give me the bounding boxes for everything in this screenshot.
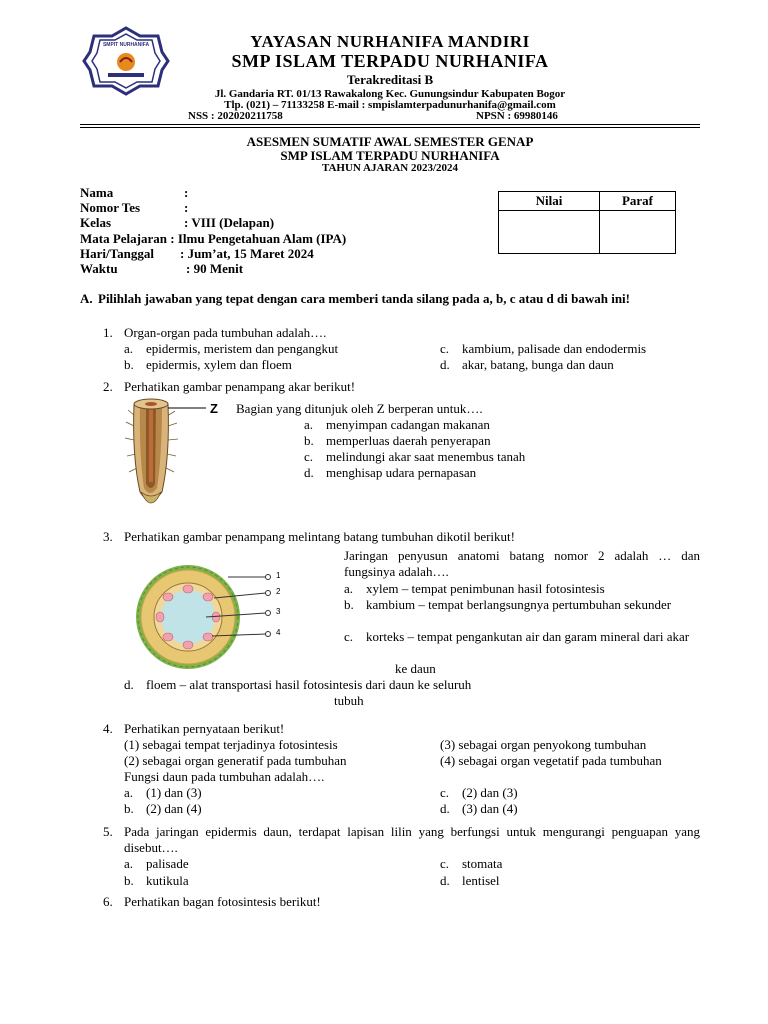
header-divider <box>80 124 700 125</box>
exam-title: ASESMEN SUMATIF AWAL SEMESTER GENAP <box>246 134 534 149</box>
option-letter: d. <box>440 357 450 372</box>
option-letter: d. <box>440 873 450 888</box>
identity-row <box>80 215 480 230</box>
diagram-label: 1 <box>276 571 281 580</box>
question-text: Perhatikan pernyataan berikut! <box>124 721 285 736</box>
diagram-label: 3 <box>276 607 281 616</box>
option-letter: c. <box>440 341 450 356</box>
option-letter: a. <box>344 581 354 596</box>
stem-cross-section-diagram <box>128 564 298 670</box>
option-letter: d. <box>124 677 134 692</box>
grade-header: Nilai <box>499 192 600 211</box>
option-text[interactable]: korteks – tempat pengankutan air dan garam mineral dari akar <box>366 629 690 644</box>
identity-row <box>80 200 480 215</box>
identity-value: : <box>184 200 189 216</box>
diagram-label: 4 <box>276 628 281 637</box>
foundation-name: YAYASAN NURHANIFA MANDIRI <box>250 32 530 51</box>
statement: (4) sebagai organ vegetatif pada tumbuhan <box>440 753 662 768</box>
accreditation: Terakreditasi B <box>346 72 434 87</box>
question-stem: Fungsi daun pada tumbuhan adalah…. <box>124 769 325 784</box>
question-text: Perhatikan gambar penampang akar berikut! <box>124 379 356 394</box>
statement: (2) sebagai organ generatif pada tumbuhan <box>124 753 347 768</box>
exam-year: TAHUN AJARAN 2023/2024 <box>321 162 459 174</box>
question-number: 4. <box>103 721 113 736</box>
statement: (3) sebagai organ penyokong tumbuhan <box>440 737 647 752</box>
identity-value: : 90 Menit <box>186 261 244 277</box>
option-letter: c. <box>344 629 354 644</box>
identity-label: Kelas <box>80 215 112 231</box>
option-text[interactable]: (3) dan (4) <box>462 801 518 816</box>
identity-label: Nomor Tes <box>80 200 141 216</box>
identity-value: : Jum’at, 15 Maret 2024 <box>180 245 314 261</box>
diagram-label: 2 <box>276 587 281 596</box>
option-text[interactable]: lentisel <box>462 873 500 888</box>
question-text: Perhatikan bagan fotosintesis berikut! <box>124 894 321 909</box>
option-text[interactable]: memperluas daerah penyerapan <box>326 433 491 448</box>
question-number: 5. <box>103 824 113 839</box>
grade-cell[interactable] <box>499 211 600 254</box>
signature-header: Paraf <box>600 192 676 211</box>
section-letter: A. <box>80 291 93 306</box>
school-logo <box>82 26 170 96</box>
option-letter: b. <box>124 801 134 816</box>
option-text[interactable]: kambium – tempat berlangsungnya pertumbuhan sekunder <box>366 597 672 612</box>
option-letter: b. <box>304 433 314 448</box>
option-text-continued: ke daun <box>395 661 436 676</box>
identity-row <box>80 261 480 276</box>
option-text[interactable]: epidermis, meristem dan pengangkut <box>146 341 339 356</box>
header-divider-thin <box>80 127 700 128</box>
grade-box <box>498 191 676 254</box>
option-letter: c. <box>440 785 450 800</box>
option-letter: a. <box>304 417 314 432</box>
identity-label: Mata Pelajaran <box>80 230 168 246</box>
nss-number: NSS : 202020211758 <box>188 110 283 122</box>
option-text[interactable]: menyimpan cadangan makanan <box>326 417 490 432</box>
option-text[interactable]: kambium, palisade dan endodermis <box>462 341 647 356</box>
option-text[interactable]: (2) dan (4) <box>146 801 202 816</box>
exam-school: SMP ISLAM TERPADU NURHANIFA <box>280 148 500 163</box>
question-text: Pada jaringan epidermis daun, terdapat lapisan lilin yang berfungsi untuk mengurangi penguapan yang disebut…. <box>124 824 700 855</box>
identity-label: Hari/Tanggal <box>80 245 154 261</box>
option-text-continued: tubuh <box>334 693 364 708</box>
npsn-number: NPSN : 69980146 <box>476 110 558 122</box>
option-text[interactable]: palisade <box>146 856 189 871</box>
logo-text: SMPIT NURHANIFA <box>102 42 150 48</box>
identity-label: Nama <box>80 185 114 200</box>
question-number: 2. <box>103 379 113 394</box>
school-name: SMP ISLAM TERPADU NURHANIFA <box>231 51 549 71</box>
school-contact: Tlp. (021) – 71133258 E-mail : smpislamterpadunurhanifa@gmail.com <box>224 99 556 111</box>
option-letter: a. <box>124 785 134 800</box>
option-letter: b. <box>344 597 354 612</box>
option-letter: c. <box>304 449 314 464</box>
section-instruction: Pilihlah jawaban yang tepat dengan cara memberi tanda silang pada a, b, c atau d di bawah ini! <box>98 291 630 306</box>
option-text[interactable]: kutikula <box>146 873 189 888</box>
school-address: Jl. Gandaria RT. 01/13 Rawakalong Kec. Gunungsindur Kabupaten Bogor <box>214 88 566 100</box>
option-text[interactable]: (1) dan (3) <box>146 785 202 800</box>
option-text[interactable]: (2) dan (3) <box>462 785 518 800</box>
option-letter: d. <box>304 465 314 480</box>
identity-value: : Ilmu Pengetahuan Alam (IPA) <box>170 230 347 246</box>
identity-row <box>80 231 480 246</box>
question-stem: Bagian yang ditunjuk oleh Z berperan untuk…. <box>236 401 483 416</box>
question-number: 3. <box>103 529 113 544</box>
option-text[interactable]: akar, batang, bunga dan daun <box>462 357 614 372</box>
identity-block <box>80 185 480 276</box>
identity-value: : <box>184 185 189 200</box>
option-text[interactable]: xylem – tempat penimbunan hasil fotosintesis <box>366 581 605 596</box>
question-number: 1. <box>103 325 113 340</box>
signature-cell[interactable] <box>600 211 676 254</box>
identity-row <box>80 185 480 200</box>
option-letter: b. <box>124 357 134 372</box>
option-text[interactable]: stomata <box>462 856 503 871</box>
option-letter: c. <box>440 856 450 871</box>
option-text[interactable]: menghisap udara pernapasan <box>326 465 477 480</box>
z-label: Z <box>210 401 218 416</box>
identity-row <box>80 246 480 261</box>
option-text[interactable]: melindungi akar saat menembus tanah <box>326 449 526 464</box>
option-text[interactable]: floem – alat transportasi hasil fotosintesis dari daun ke seluruh <box>146 677 472 692</box>
option-text[interactable]: epidermis, xylem dan floem <box>146 357 292 372</box>
identity-label: Waktu <box>80 261 118 277</box>
option-letter: b. <box>124 873 134 888</box>
option-letter: d. <box>440 801 450 816</box>
question-number: 6. <box>103 894 113 909</box>
question-3-stem: Jaringan penyusun anatomi batang nomor 2 adalah … dan fungsinya adalah…. <box>344 548 700 579</box>
identity-value: : VIII (Delapan) <box>184 215 275 231</box>
question-text: Perhatikan gambar penampang melintang batang tumbuhan dikotil berikut! <box>124 529 515 544</box>
option-letter: a. <box>124 341 134 356</box>
option-letter: a. <box>124 856 134 871</box>
question-text: Organ-organ pada tumbuhan adalah…. <box>124 325 327 340</box>
statement: (1) sebagai tempat terjadinya fotosintesis <box>124 737 338 752</box>
